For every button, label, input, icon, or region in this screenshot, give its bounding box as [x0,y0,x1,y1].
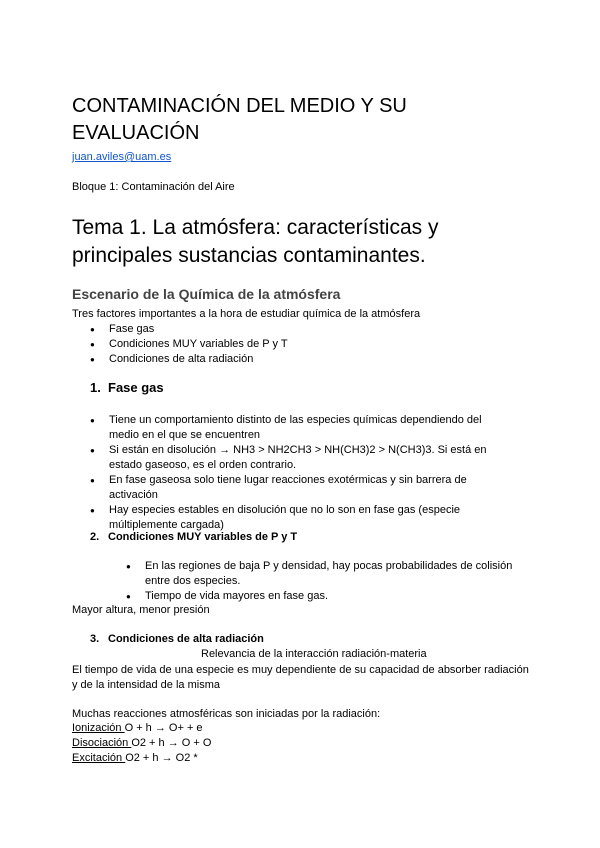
subsection-2-bullets [108,559,528,604]
subsection-3-heading [90,633,264,645]
subsection-title: Fase gas [108,380,164,395]
reaction-equation: O + h → O+ + e [124,722,203,734]
reaction-equation: O2 + h → O + O [131,737,212,749]
reactions-intro: Muchas reacciones atmosféricas son iniciadas por la radiación: [72,708,381,720]
document-title: CONTAMINACIÓN DEL MEDIO Y SU EVALUACIÓN [72,95,407,144]
subsection-2-heading [90,531,297,543]
reaction-label: Ionización [72,722,125,734]
list-item: ● Hay especies estables en disolución que no lo son en fase gas (especie múltiplemente cargada) [72,503,512,533]
subsection-number: 2. [90,531,100,543]
topic-heading: Tema 1. La atmósfera: características y principales sustancias contaminantes. [72,216,439,267]
list-item: ● Tiene un comportamiento distinto de las especies químicas dependiendo del medio en el que se encuentren [72,413,512,443]
factors-list [72,322,472,367]
subsection-2-note: Mayor altura, menor presión [72,604,210,616]
block-label: Bloque 1: Contaminación del Aire [72,181,235,193]
list-item: ● Si están en disolución → NH3 > NH2CH3 > NH(CH3)2 > N(CH3)3. Si está en estado gaseoso, es el orden contrario. [72,443,512,473]
subsection-title: Condiciones de alta radiación [108,633,264,645]
subsection-3-subtitle: Relevancia de la interacción radiación-materia [201,648,427,660]
list-item: ● En fase gaseosa solo tiene lugar reacciones exotérmicas y sin barrera de activación [72,473,512,503]
reaction-line [72,751,198,766]
subsection-3-paragraph: El tiempo de vida de una especie es muy dependiente de su capacidad de absorber radiación y de la intensidad de la misma [72,664,529,691]
author-email-link[interactable]: juan.aviles@uam.es [72,151,172,163]
subsection-number: 1. [90,380,101,395]
subsection-1-heading [90,380,164,395]
subsection-1-bullets [72,413,512,533]
subsection-title: Condiciones MUY variables de P y T [108,531,298,543]
reaction-label: Excitación [72,752,126,764]
intro-text: Tres factores importantes a la hora de estudiar química de la atmósfera [72,308,421,320]
list-item: ● Condiciones MUY variables de P y T [72,337,472,352]
list-item: ● Condiciones de alta radiación [72,352,472,367]
reaction-equation: O2 + h → O2 * [125,752,198,764]
reaction-line [72,721,203,736]
subsection-number: 3. [90,633,100,645]
reaction-line [72,736,211,751]
reaction-label: Disociación [72,737,132,749]
list-item: ● Tiempo de vida mayores en fase gas. [108,589,528,604]
list-item: ● En las regiones de baja P y densidad, hay pocas probabilidades de colisión entre dos especies. [108,559,528,589]
section-heading-escenario: Escenario de la Química de la atmósfera [72,286,341,302]
list-item: ● Fase gas [72,322,472,337]
